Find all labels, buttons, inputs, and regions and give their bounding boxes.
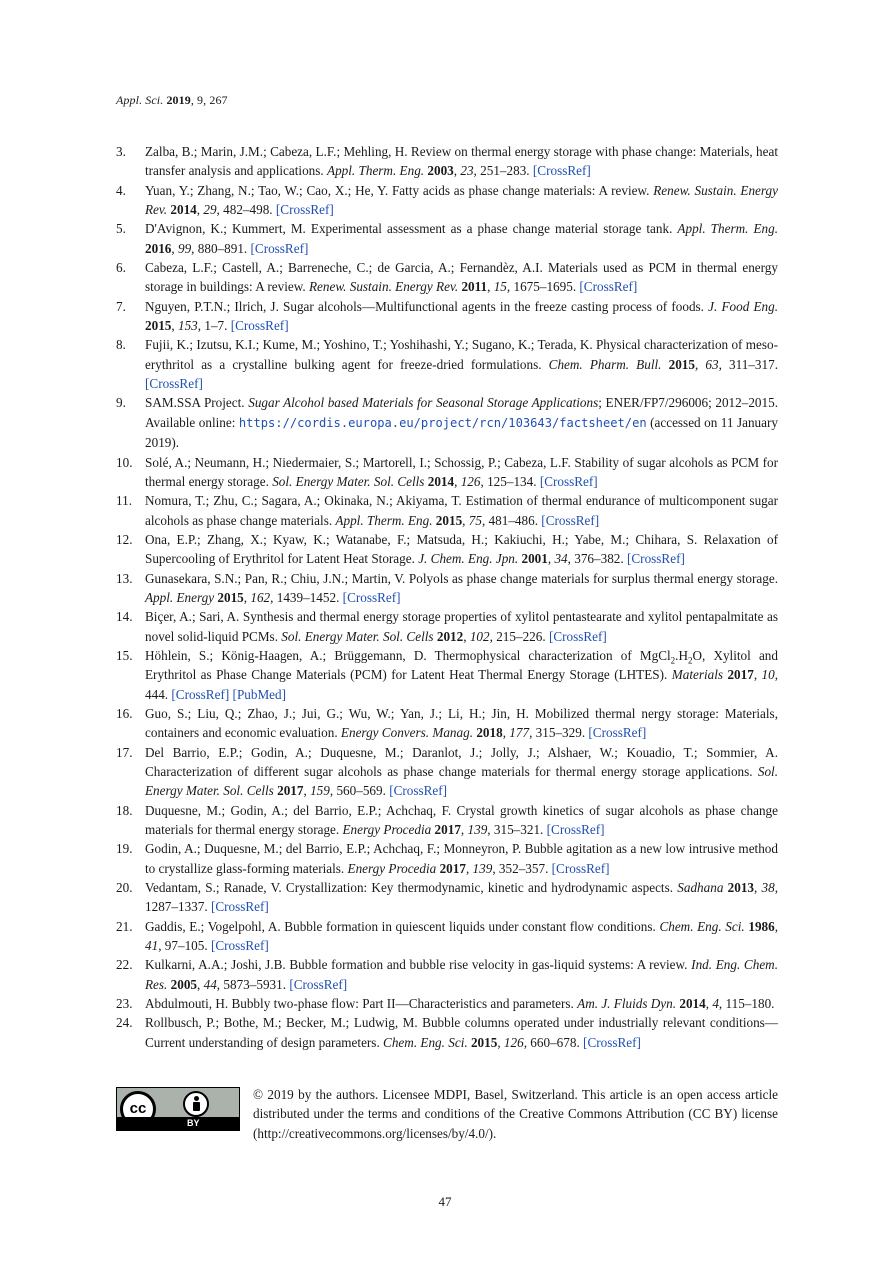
reference-pages: , 97–105. xyxy=(158,938,208,954)
subscript: 2 xyxy=(670,655,676,666)
reference-journal: Appl. Therm. Eng. xyxy=(677,221,778,237)
reference-volume: 126 xyxy=(460,473,481,489)
reference-number: 16. xyxy=(116,705,133,721)
reference-authors: Duquesne, M.; Godin, A.; del Barrio, E.P.; Achchaq, F. Crystal growth kinetics of sugar alcohols as phase change materials for thermal energy storage. xyxy=(145,802,778,838)
cc-by-logo[interactable] xyxy=(116,1087,240,1131)
reference-number: 22. xyxy=(116,957,133,973)
reference-number: 10. xyxy=(116,454,133,470)
reference-pages: , 481–486. xyxy=(481,512,538,528)
reference-year: 2013 xyxy=(727,880,754,896)
reference-pages: , 251–283. xyxy=(473,163,530,179)
reference-authors: Zalba, B.; Marin, J.M.; Cabeza, L.F.; Mehling, H. Review on thermal energy storage with phase change: Materials, heat transfer analysis and applications. xyxy=(145,144,778,179)
reference-number: 4. xyxy=(116,182,126,198)
reference-pages: , 660–678. xyxy=(523,1034,580,1050)
reference-item: 4. Yuan, Y.; Zhang, N.; Tao, W.; Cao, X.; He, Y. Fatty acids as phase change materials: A review. Renew. Sustain. Energy Rev. 2014, 29, 482–498. [CrossRef] xyxy=(116,182,779,218)
reference-volume: 139 xyxy=(472,860,493,876)
reference-year: 2018 xyxy=(476,725,503,741)
reference-volume: 44 xyxy=(203,976,217,992)
reference-journal: Materials xyxy=(671,667,724,683)
reference-authors: Gaddis, E.; Vogelpohl, A. Bubble formation in quiescent liquids under constant flow conditions. xyxy=(145,918,656,934)
crossref-link[interactable]: [CrossRef] xyxy=(579,279,638,295)
reference-pages: , 880–891. xyxy=(191,240,248,256)
reference-year: 2005 xyxy=(170,976,198,992)
reference-year: 2015 xyxy=(470,1034,498,1050)
reference-number: 24. xyxy=(116,1015,133,1031)
reference-authors: Solé, A.; Neumann, H.; Niedermaier, S.; Martorell, I.; Schossig, P.; Cabeza, L.F. Stability of sugar alcohols as PCM for thermal energy storage. xyxy=(145,454,778,489)
reference-year: 2015 xyxy=(217,589,244,605)
reference-authors: Rollbusch, P.; Bothe, M.; Becker, M.; Ludwig, M. Bubble columns operated under industrially relevant conditions—Current understanding of design parameters. xyxy=(145,1015,778,1050)
reference-journal: Energy Convers. Manag. xyxy=(340,725,474,741)
reference-item: 7. Nguyen, P.T.N.; Ilrich, J. Sugar alcohols—Multifunctional agents in the freeze casting process of foods. J. Food Eng. 2015, 153, 1–7. [CrossRef] xyxy=(116,298,779,334)
reference-year: 1986 xyxy=(748,918,775,934)
reference-journal: Chem. Eng. Sci. xyxy=(383,1034,468,1050)
reference-journal: Appl. Therm. Eng. xyxy=(335,512,433,528)
reference-authors: O, Xylitol and Erythritol as Phase Change Materials (PCM) for Latent Heat Thermal Energy Storage (LHTES). xyxy=(145,647,778,683)
reference-authors: Godin, A.; Duquesne, M.; del Barrio, E.P.; Achchaq, F.; Monneyron, P. Bubble agitation as a new low intrusive method to crystallize glass-forming materials. xyxy=(145,841,778,876)
reference-volume: 159 xyxy=(310,783,330,799)
crossref-link[interactable]: [CrossRef] xyxy=(532,163,591,179)
reference-journal: Sol. Energy Mater. Sol. Cells xyxy=(272,473,425,489)
reference-number: 5. xyxy=(116,221,126,237)
pubmed-link[interactable]: [PubMed] xyxy=(232,686,287,702)
reference-pages: , 444. xyxy=(145,667,779,702)
reference-year: 2015 xyxy=(145,318,172,334)
crossref-link[interactable]: [CrossRef] xyxy=(250,240,309,256)
reference-item: 14. Biçer, A.; Sari, A. Synthesis and thermal energy storage properties of xylitol pentastearate and xylitol pentapalmitate as novel solid-liquid PCMs. Sol. Energy Mater. Sol. Cells 2012, 102, 215–226. [CrossRef] xyxy=(116,609,778,644)
crossref-link[interactable]: [CrossRef] xyxy=(626,551,685,567)
reference-year: 2014 xyxy=(170,202,197,218)
reference-authors: Cabeza, L.F.; Castell, A.; Barreneche, C.; de Garcia, A.; Fernandèz, A.I. Materials used as PCM in thermal energy storage in buildings: A review. xyxy=(145,260,778,295)
reference-authors: Guo, S.; Liu, Q.; Zhao, J.; Jui, G.; Wu, W.; Yan, J.; Li, H.; Jin, H. Mobilized thermal nergy storage: Materials, containers and economic evaluation. xyxy=(145,705,778,741)
reference-list xyxy=(116,142,778,1052)
reference-journal: Sol. Energy Mater. Sol. Cells xyxy=(281,628,434,644)
reference-number: 21. xyxy=(116,918,133,934)
reference-number: 11. xyxy=(116,493,132,509)
reference-number: 15. xyxy=(116,647,133,663)
reference-volume: 41 xyxy=(145,938,159,954)
crossref-link[interactable]: [CrossRef] xyxy=(588,725,647,741)
license-text: © 2019 by the authors. Licensee MDPI, Basel, Switzerland. This article is an open access article distributed under the terms and conditions of the Creative Commons Attribution (CC BY) license (http://creativecommons.org/licenses/by/4.0/). xyxy=(253,1087,778,1141)
reference-year: 2001 xyxy=(521,551,548,567)
page-number: 47 xyxy=(438,1194,452,1209)
reference-volume: 23 xyxy=(460,163,474,179)
reference-item xyxy=(116,393,778,452)
reference-pages: , 315–329. xyxy=(529,725,586,741)
reference-volume: 29 xyxy=(203,202,217,218)
crossref-link[interactable]: [CrossRef] xyxy=(583,1034,641,1050)
reference-pages: , 115–180. xyxy=(718,996,775,1012)
reference-journal: Chem. Eng. Sci. xyxy=(659,918,745,934)
reference-volume: 162 xyxy=(250,589,271,605)
reference-pages: , 482–498. xyxy=(216,202,273,218)
reference-journal: Energy Procedia xyxy=(347,860,437,876)
reference-number: 19. xyxy=(116,841,133,857)
logo-bar xyxy=(117,1117,239,1130)
reference-journal: Sadhana xyxy=(677,880,724,896)
reference-number: 12. xyxy=(116,531,133,547)
reference-authors: Fujii, K.; Izutsu, K.I.; Kume, M.; Yoshino, T.; Yoshihashi, Y.; Sugano, K.; Terada, K. Physical characterization of meso-erythritol as a crystalline bulking agent for freeze-dried formulations. xyxy=(145,337,778,372)
reference-year: 2017 xyxy=(727,667,754,683)
reference-year: 2016 xyxy=(145,240,172,256)
reference-authors: Abdulmouti, H. Bubbly two-phase flow: Part II—Characteristics and parameters. xyxy=(145,996,574,1012)
reference-number: 17. xyxy=(116,744,133,760)
reference-pages: , 1439–1452. xyxy=(270,589,340,605)
crossref-link[interactable]: [CrossRef] xyxy=(539,473,598,489)
reference-number: 13. xyxy=(116,570,133,586)
reference-pages: , 1–7. xyxy=(197,318,228,334)
cc-icon: cc xyxy=(120,1091,156,1127)
reference-item: 10. Solé, A.; Neumann, H.; Niedermaier, S.; Martorell, I.; Schossig, P.; Cabeza, L.F. Stability of sugar alcohols as PCM for thermal energy storage. Sol. Energy Mater. Sol. Cells 2014, 126, 125–134. [CrossRef] xyxy=(116,454,778,489)
reference-volume: 177 xyxy=(509,725,530,741)
reference-item: 6. Cabeza, L.F.; Castell, A.; Barreneche, C.; de Garcia, A.; Fernandèz, A.I. Materials used as PCM in thermal energy storage in buildings: A review. Renew. Sustain. Energy Rev. 2011, 15, 1675–1695. [CrossRef] xyxy=(116,260,778,295)
reference-journal: Appl. Energy xyxy=(145,589,215,605)
reference-volume: 153 xyxy=(177,318,198,334)
reference-pages: , 315–321. xyxy=(487,822,544,838)
reference-volume: 38 xyxy=(761,880,775,896)
reference-authors: Nguyen, P.T.N.; Ilrich, J. Sugar alcohols—Multifunctional agents in the freeze casting process of foods. xyxy=(145,298,704,314)
reference-item: 18. Duquesne, M.; Godin, A.; del Barrio, E.P.; Achchaq, F. Crystal growth kinetics of sugar alcohols as phase change materials for thermal energy storage. Energy Procedia 2017, 139, 315–321. [CrossRef] xyxy=(116,802,778,838)
reference-item: 8. Fujii, K.; Izutsu, K.I.; Kume, M.; Yoshino, T.; Yoshihashi, Y.; Sugano, K.; Terada, K. Physical characterization of meso-erythritol as a crystalline bulking agent for freeze-dried formulations. Chem. Pharm. Bull. 2015, 63, 311–317. [CrossRef] xyxy=(116,337,779,392)
reference-year: 2017 xyxy=(277,783,304,799)
reference-pages: , 215–226. xyxy=(489,628,546,644)
reference-volume: 63 xyxy=(705,356,719,372)
reference-volume: 10 xyxy=(761,667,775,683)
reference-year: 2015 xyxy=(435,512,463,528)
reference-details: ; ENER/FP7/296006; 2012–2015. Available online: xyxy=(145,395,779,430)
reference-authors: Yuan, Y.; Zhang, N.; Tao, W.; Cao, X.; He, Y. Fatty acids as phase change materials: A review. xyxy=(145,182,650,198)
reference-journal: J. Chem. Eng. Jpn. xyxy=(418,551,519,567)
reference-number: 6. xyxy=(116,260,126,276)
reference-authors: Del Barrio, E.P.; Godin, A.; Duquesne, M.; Daranlot, J.; Jolly, J.; Alshaer, W.; Kouadio, T.; Sommier, A. Characterization of different sugar alcohols as phase change materials for thermal energy storage applications. xyxy=(145,744,778,779)
reference-item: 24. Rollbusch, P.; Bothe, M.; Becker, M.; Ludwig, M. Bubble columns operated under industrially relevant conditions—Current understanding of design parameters. Chem. Eng. Sci. 2015, 126, 660–678. [CrossRef] xyxy=(116,1015,778,1050)
reference-number: 14. xyxy=(116,609,133,625)
reference-authors: SAM.SSA Project. xyxy=(145,395,245,411)
reference-year: 2015 xyxy=(668,356,695,372)
reference-authors: Höhlein, S.; König-Haagen, A.; Brüggemann, D. Thermophysical characterization of MgCl xyxy=(145,647,671,663)
crossref-link[interactable]: [CrossRef] xyxy=(342,589,401,605)
crossref-link[interactable]: [CrossRef] xyxy=(546,822,605,838)
reference-volume: 102 xyxy=(469,628,490,644)
reference-item: 21. Gaddis, E.; Vogelpohl, A. Bubble formation in quiescent liquids under constant flow conditions. Chem. Eng. Sci. 1986, 41, 97–105. [CrossRef] xyxy=(116,918,779,954)
reference-authors: Gunasekara, S.N.; Pan, R.; Chiu, J.N.; Martin, V. Polyols as phase change materials for surplus thermal energy storage. xyxy=(145,570,778,586)
crossref-link[interactable]: [CrossRef] xyxy=(171,686,230,702)
by-label: BY xyxy=(187,1118,200,1128)
reference-pages: , 1287–1337. xyxy=(145,880,778,915)
reference-journal: Energy Procedia xyxy=(342,822,432,838)
reference-volume: 126 xyxy=(503,1034,524,1050)
journal-year: 2019 xyxy=(166,93,191,107)
reference-year: 2011 xyxy=(461,279,488,295)
reference-pages: , 5873–5931. xyxy=(216,976,287,992)
reference-pages: , 352–357. xyxy=(492,860,549,876)
reference-volume: 4 xyxy=(712,996,719,1012)
reference-title: Sugar Alcohol based Materials for Seasonal Storage Applications xyxy=(248,395,599,411)
running-header xyxy=(116,93,228,108)
reference-item: 22. Kulkarni, A.A.; Joshi, J.B. Bubble formation and bubble rise velocity in gas-liquid systems: A review. Ind. Eng. Chem. Res. 2005, 44, 5873–5931. [CrossRef] xyxy=(116,957,778,992)
reference-year: 2014 xyxy=(679,996,706,1012)
reference-pages: , 376–382. xyxy=(567,551,624,567)
reference-item: 5. D'Avignon, K.; Kummert, M. Experimental assessment as a phase change material storage tank. Appl. Therm. Eng. 2016, 99, 880–891. [CrossRef] xyxy=(116,221,778,256)
reference-item: 17. Del Barrio, E.P.; Godin, A.; Duquesne, M.; Daranlot, J.; Jolly, J.; Alshaer, W.; Kouadio, T.; Sommier, A. Characterization of different sugar alcohols as phase change materials for thermal energy storage applications. Sol. Energy Mater. Sol. Cells 2017, 159, 560–569. [CrossRef] xyxy=(116,744,779,799)
crossref-link[interactable]: [CrossRef] xyxy=(541,512,600,528)
reference-item: 16. Guo, S.; Liu, Q.; Zhao, J.; Jui, G.; Wu, W.; Yan, J.; Li, H.; Jin, H. Mobilized thermal nergy storage: Materials, containers and economic evaluation. Energy Convers. Manag. 2018, 177, 315–329. [CrossRef] xyxy=(116,705,778,741)
crossref-link[interactable]: [CrossRef] xyxy=(275,202,334,218)
reference-item: 20. Vedantam, S.; Ranade, V. Crystallization: Key thermodynamic, kinetic and hydrodynamic aspects. Sadhana 2013, 38, 1287–1337. [CrossRef] xyxy=(116,880,778,915)
crossref-link[interactable]: [CrossRef] xyxy=(230,318,289,334)
reference-number: 7. xyxy=(116,298,126,314)
reference-item: 19. Godin, A.; Duquesne, M.; del Barrio, E.P.; Achchaq, F.; Monneyron, P. Bubble agitation as a new low intrusive method to crystallize glass-forming materials. Energy Procedia 2017, 139, 352–357. [CrossRef] xyxy=(116,841,778,876)
reference-authors: Kulkarni, A.A.; Joshi, J.B. Bubble formation and bubble rise velocity in gas-liquid systems: A review. xyxy=(145,957,688,973)
reference-journal: Ind. Eng. Chem. Res. xyxy=(145,957,778,992)
reference-journal: Sol. Energy Mater. Sol. Cells xyxy=(145,764,779,799)
reference-number: 18. xyxy=(116,802,133,818)
reference-accessed: (accessed on 11 January 2019). xyxy=(145,414,778,451)
reference-journal: Renew. Sustain. Energy Rev. xyxy=(308,279,459,295)
reference-journal: J. Food Eng. xyxy=(708,298,779,314)
reference-pages: , 560–569. xyxy=(329,783,386,799)
reference-volume: 139 xyxy=(467,822,488,838)
crossref-link[interactable]: [CrossRef] xyxy=(289,976,348,992)
reference-volume: 99 xyxy=(177,240,192,256)
reference-number: 8. xyxy=(116,337,126,353)
crossref-link[interactable]: [CrossRef] xyxy=(551,860,610,876)
crossref-link[interactable]: [CrossRef] xyxy=(210,938,269,954)
reference-year: 2014 xyxy=(427,473,455,489)
reference-pages: , 125–134. xyxy=(480,473,537,489)
reference-item: 13. Gunasekara, S.N.; Pan, R.; Chiu, J.N.; Martin, V. Polyols as phase change materials for surplus thermal energy storage. Appl. Energy 2015, 162, 1439–1452. [CrossRef] xyxy=(116,570,778,605)
reference-year: 2003 xyxy=(427,163,454,179)
reference-year: 2017 xyxy=(434,822,461,838)
reference-authors: Vedantam, S.; Ranade, V. Crystallization: Key thermodynamic, kinetic and hydrodynamic aspects. xyxy=(145,880,674,896)
reference-authors: Ona, E.P.; Zhang, X.; Kyaw, K.; Watanabe, F.; Matsuda, H.; Kakiuchi, H.; Yabe, M.; Chihara, S. Relaxation of Supercooling of Erythritol for Latent Heat Storage. xyxy=(145,531,778,567)
reference-authors: Biçer, A.; Sari, A. Synthesis and thermal energy storage properties of xylitol pentastearate and xylitol pentapalmitate as novel solid-liquid PCMs. xyxy=(145,609,778,644)
reference-year: 2017 xyxy=(439,860,466,876)
reference-journal: Am. J. Fluids Dyn. xyxy=(577,996,677,1012)
reference-number: 20. xyxy=(116,880,133,896)
reference-number: 3. xyxy=(116,144,126,159)
reference-journal: Chem. Pharm. Bull. xyxy=(548,356,662,372)
attribution-icon xyxy=(183,1091,209,1117)
reference-pages: , 311–317. xyxy=(718,356,779,372)
crossref-link[interactable]: [CrossRef] xyxy=(548,628,607,644)
journal-abbrev: Appl. Sci. xyxy=(116,93,164,107)
reference-item: 23. Abdulmouti, H. Bubbly two-phase flow: Part II—Characteristics and parameters. Am. J. Fluids Dyn. 2014, 4, 115–180. xyxy=(116,994,778,1013)
reference-journal: Appl. Therm. Eng. xyxy=(327,163,425,179)
reference-journal: Renew. Sustain. Energy Rev. xyxy=(145,182,779,218)
crossref-link[interactable]: [CrossRef] xyxy=(145,376,203,392)
reference-authors: D'Avignon, K.; Kummert, M. Experimental assessment as a phase change material storage tank. xyxy=(145,221,673,237)
reference-authors: Nomura, T.; Zhu, C.; Sagara, A.; Okinaka, N.; Akiyama, T. Estimation of thermal endurance of multicomponent sugar alcohols as phase change materials. xyxy=(145,493,778,528)
volume-page: , 9, 267 xyxy=(190,93,228,107)
reference-item: 11. Nomura, T.; Zhu, C.; Sagara, A.; Okinaka, N.; Akiyama, T. Estimation of thermal endurance of multicomponent sugar alcohols as phase change materials. Appl. Therm. Eng. 2015, 75, 481–486. [CrossRef] xyxy=(116,493,778,528)
reference-year: 2012 xyxy=(436,628,464,644)
subscript: 2 xyxy=(687,655,693,666)
reference-number: 9. xyxy=(116,395,126,411)
reference-volume: 34 xyxy=(554,551,568,567)
reference-volume: 75 xyxy=(468,512,482,528)
reference-pages: , 1675–1695. xyxy=(506,279,577,295)
crossref-link[interactable]: [CrossRef] xyxy=(389,783,448,799)
reference-item: 3. Zalba, B.; Marin, J.M.; Cabeza, L.F.; Mehling, H. Review on thermal energy storage with phase change: Materials, heat transfer analysis and applications. Appl. Therm. Eng. 2003, 23, 251–283. [CrossRef] xyxy=(116,144,778,179)
reference-item: 12. Ona, E.P.; Zhang, X.; Kyaw, K.; Watanabe, F.; Matsuda, H.; Kakiuchi, H.; Yabe, M.; Chihara, S. Relaxation of Supercooling of Erythritol for Latent Heat Storage. J. Chem. Eng. Jpn. 2001, 34, 376–382. [CrossRef] xyxy=(116,531,778,567)
crossref-link[interactable]: [CrossRef] xyxy=(210,899,269,915)
reference-url-link[interactable]: https://cordis.europa.eu/project/rcn/103643/factsheet/en xyxy=(238,415,647,430)
reference-authors: .H xyxy=(675,647,688,663)
reference-item: 15. Höhlein, S.; König-Haagen, A.; Brüggemann, D. Thermophysical characterization of $MgCl_2.H_2O$, Xylitol and Erythritol as Phase Change Materials (PCM) for Latent Heat Thermal Energy Storage (LHTES). Materials 2017, 10, 444. [CrossRef] [PubMed] xyxy=(116,647,779,702)
reference-number: 23. xyxy=(116,996,133,1012)
reference-volume: 15 xyxy=(493,279,507,295)
